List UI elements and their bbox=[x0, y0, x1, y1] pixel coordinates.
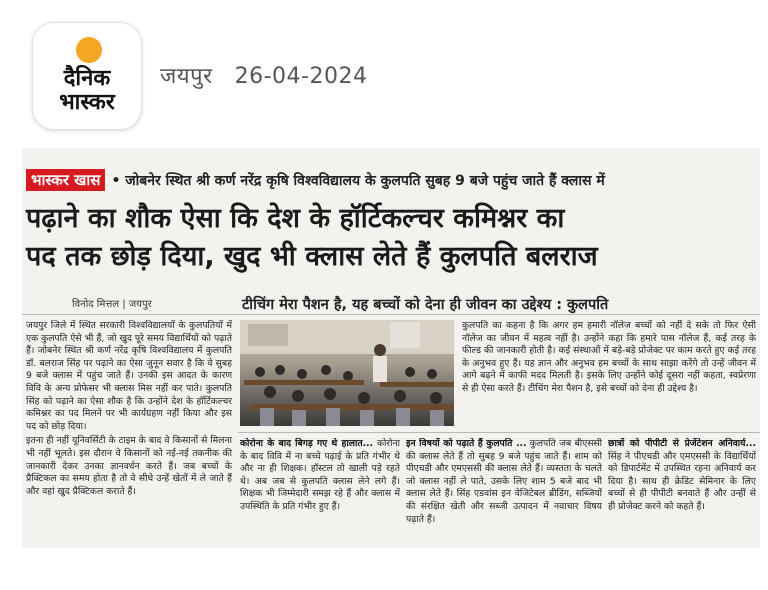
box-title: इन विषयों को पढ़ाते हैं कुलपति ... bbox=[406, 438, 527, 449]
box-ppt bbox=[608, 438, 756, 546]
paragraph: कुलपति का कहना है कि अगर हम हमारी नॉलेज बच्चों को नहीं दे सके तो फिर ऐसी नॉलेज का जीवन में महत्व नहीं है। उन्होंने कहा कि हमारे पास नॉलेज हैं, कई तरह के फील्ड की जानकारी होती है। कई संस्थाओं में बड़े-बड़े प्रोजेक्ट पर काम करते हुए कई तरह के अनुभव हुए हैं। यह ज्ञान और अनुभव हम बच्चों के साथ साझा करेंगे तो उन्हें जीवन में आगे बढ़ने में काफी मदद मिलती है। इसके लिए उन्होंने कोई दूसरा नहीं कहता, स्वप्रेरणा से ही ऐसा करते हैं। टीचिंग मेरा पैशन है, इसे बच्चों को देना ही उद्देश्य है। bbox=[462, 320, 756, 394]
city-label: जयपुर bbox=[160, 64, 213, 89]
article-column-3 bbox=[462, 320, 756, 430]
headline-line-2: पद तक छोड़ दिया, खुद भी क्लास लेते हैं कुलपति बलराज bbox=[26, 241, 598, 272]
sun-logo-icon bbox=[76, 37, 102, 63]
headline bbox=[26, 200, 756, 276]
box-title: कोरोना के बाद बिगड़ गए थे हालात... bbox=[240, 438, 374, 449]
article-column-1 bbox=[26, 320, 232, 546]
logo-text-bhaskar: भास्कर bbox=[59, 90, 115, 115]
dainik-bhaskar-logo bbox=[32, 22, 142, 130]
box-text: कोरोना के बाद विवि में ना बच्चे पढ़ाई के प्रति गंभीर थे और ना ही शिक्षक। हॉस्टल तो खाली पड़े रहते थे। अब जब से कुलपति क्लास लेने लगे हैं। शिक्षक भी जिम्मेदारी समझ रहे हैं और क्लास में उपस्थिति के प्रति गंभीर हुए हैं। bbox=[240, 438, 400, 512]
box-corona bbox=[240, 438, 400, 546]
kicker bbox=[26, 168, 605, 192]
subheadline: टीचिंग मेरा पैशन है, यह बच्चों को देना ही जीवन का उद्देश्य : कुलपति bbox=[242, 297, 609, 313]
box-title: छात्रों को पीपीटी से प्रेजेंटेशन अनिवार्य... bbox=[608, 438, 756, 449]
paragraph: जयपुर जिले में स्थित सरकारी विश्वविद्यालयों के कुलपतियों में एक कुलपति ऐसे भी हैं, जो खुद पूरे समय विद्यार्थियों को पढ़ाते हैं। जोबनेर स्थित श्री कर्ण नरेंद्र कृषि विश्वविद्यालय में कुलपति डॉ. बलराज सिंह पर पढ़ाने का ऐसा जुनून सवार है कि वे सुबह 9 बजे क्लास में पहुंच जाते हैं। उनकी इस आदत के कारण विवि के अन्य प्रोफेसर भी क्लास मिस नहीं कर पाते। कुलपति सिंह को पढ़ाने का ऐसा शौक है कि उन्होंने देश के हॉर्टिकल्चर कमिश्नर का पद मिलने पर भी कार्यग्रहण नहीं किया और इस पद को छोड़ दिया। bbox=[26, 320, 232, 432]
divider bbox=[238, 432, 760, 433]
box-text: सिंह ने पीएचडी और एमएससी के विद्यार्थियों को डिपार्टमेंट में उपस्थित रहना अनिवार्य कर दिया है। साथ ही क्रेडिट सेमिनार के लिए बच्चों से ही पीपीटी बनवाते हैं और उन्हीं से ही प्रोजेक्ट करने को कहते हैं। bbox=[608, 450, 756, 512]
classroom-photo bbox=[240, 320, 454, 426]
newspaper-clipping bbox=[22, 148, 760, 548]
headline-line-1: पढ़ाने का शौक ऐसा कि देश के हॉर्टिकल्चर कमिश्नर का bbox=[26, 203, 565, 234]
box-subjects bbox=[406, 438, 602, 546]
place-date bbox=[160, 60, 389, 90]
classroom-photo-illustration bbox=[240, 320, 454, 426]
divider bbox=[22, 314, 760, 315]
box-text: कुलपति जब बीएससी की क्लास लेते हैं तो सुबह 9 बजे पहुंच जाते हैं। शाम को पीएचडी और एमएससी की क्लास लेते हैं। व्यस्तता के चलते जो क्लास नहीं ले पाते, उसके लिए शाम 5 बजे बाद भी क्लास लेते हैं। सिंह एडवांस इन वेजिटेबल ब्रीडिंग, सब्जियों की संरक्षित खेती और सब्जी उत्पादन में नवाचार विषय पढ़ाते हैं। bbox=[406, 438, 602, 525]
bhaskar-khas-tag: भास्कर खास bbox=[26, 169, 105, 191]
date-label: 26-04-2024 bbox=[234, 64, 368, 89]
paragraph: इतना ही नहीं यूनिवर्सिटी के टाइम के बाद वे किसानों से मिलना भी नहीं भूलते। इस दौरान वे किसानों को नई-नई तकनीक की जानकारी देकर उनका ज्ञानवर्धन करते हैं। जब बच्चों के प्रैक्टिकल का समय होता है तो वे सीधे उन्हें खेतों में ले जाते हैं और वहां खुद प्रैक्टिकल कराते हैं। bbox=[26, 435, 232, 497]
cut-previous-text bbox=[22, 148, 760, 160]
kicker-text: • जोबनेर स्थित श्री कर्ण नरेंद्र कृषि विश्वविद्यालय के कुलपति सुबह 9 बजे पहुंच जाते हैं क्लास में bbox=[111, 172, 605, 189]
byline: विनोद मित्तल | जयपुर bbox=[72, 299, 152, 310]
logo-text-dainik: दैनिक bbox=[63, 66, 111, 91]
